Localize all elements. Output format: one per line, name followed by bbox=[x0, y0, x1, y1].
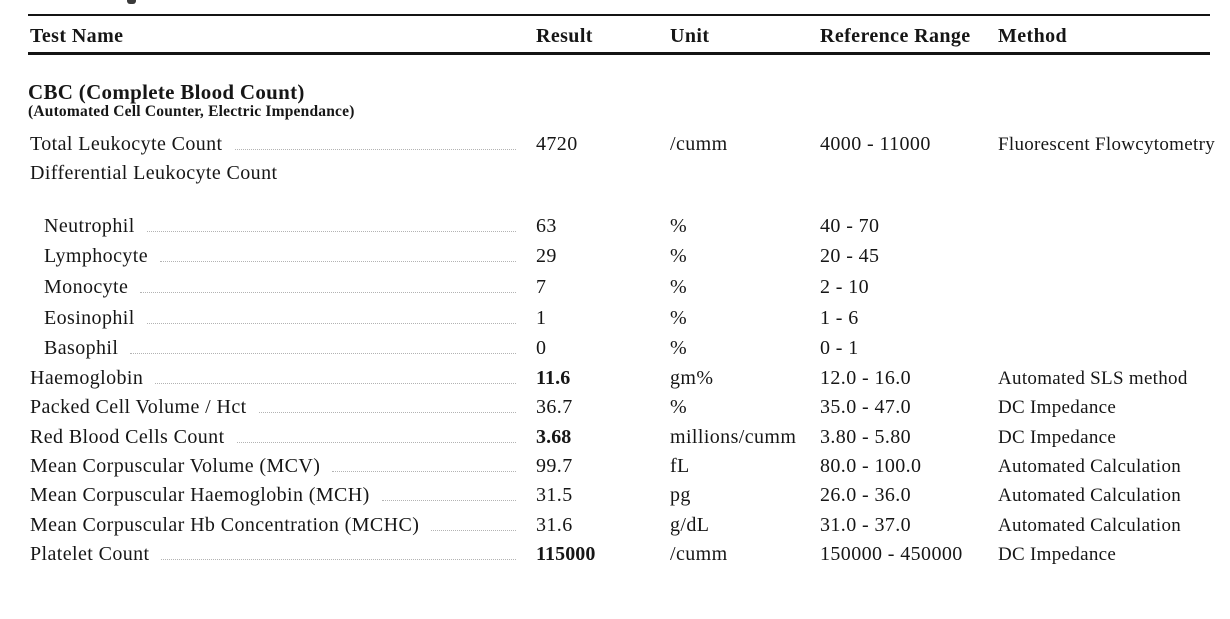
test-name-cell bbox=[30, 540, 536, 569]
dotted-leader bbox=[431, 530, 516, 531]
section-heading bbox=[28, 81, 355, 120]
dotted-leader bbox=[161, 559, 516, 560]
table-row bbox=[30, 211, 1222, 242]
test-name: Mean Corpuscular Haemoglobin (MCH) bbox=[30, 484, 370, 507]
reference-range-value: 150000 - 450000 bbox=[820, 543, 963, 566]
test-name: Red Blood Cells Count bbox=[30, 425, 225, 448]
test-name-cell bbox=[30, 393, 536, 422]
unit-value: g/dL bbox=[670, 513, 710, 536]
unit-value: % bbox=[670, 306, 688, 329]
reference-range-value: 1 - 6 bbox=[820, 306, 859, 329]
test-name-cell bbox=[30, 303, 536, 334]
test-name: Haemoglobin bbox=[30, 366, 144, 389]
unit-value: millions/cumm bbox=[670, 425, 797, 448]
reference-range-value: 80.0 - 100.0 bbox=[820, 454, 922, 477]
method-value: Fluorescent Flowcytometry bbox=[998, 134, 1215, 155]
reference-range-value: 0 - 1 bbox=[820, 337, 859, 360]
result-value: 63 bbox=[536, 214, 557, 237]
result-value: 3.68 bbox=[536, 425, 572, 448]
unit-value: % bbox=[670, 245, 688, 268]
result-value: 29 bbox=[536, 245, 557, 268]
unit-value: /cumm bbox=[670, 133, 728, 155]
unit-value: fL bbox=[670, 454, 690, 477]
test-name: Neutrophil bbox=[44, 214, 135, 237]
test-name-cell bbox=[30, 241, 536, 272]
test-name-cell bbox=[30, 130, 536, 159]
column-header-method: Method bbox=[998, 25, 1068, 47]
dotted-leader bbox=[140, 292, 516, 293]
section-title: CBC (Complete Blood Count) bbox=[28, 80, 305, 104]
reference-range-value: 3.80 - 5.80 bbox=[820, 425, 912, 448]
unit-value: % bbox=[670, 214, 688, 237]
header-top-rule bbox=[28, 14, 1210, 16]
column-header-test-name: Test Name bbox=[30, 25, 124, 47]
cropped-text-fragment bbox=[127, 0, 136, 4]
test-name-cell bbox=[30, 159, 536, 188]
result-value: 36.7 bbox=[536, 396, 573, 419]
dotted-leader bbox=[155, 383, 516, 384]
method-value: Automated Calculation bbox=[998, 485, 1182, 507]
test-name: Packed Cell Volume / Hct bbox=[30, 396, 247, 419]
result-value: 11.6 bbox=[536, 366, 571, 389]
reference-range-value: 35.0 - 47.0 bbox=[820, 396, 912, 419]
reference-range-value: 20 - 45 bbox=[820, 245, 880, 268]
reference-range-value: 31.0 - 37.0 bbox=[820, 513, 912, 536]
unit-value: % bbox=[670, 275, 688, 298]
reference-range-value: 4000 - 11000 bbox=[820, 133, 931, 155]
result-value: 31.6 bbox=[536, 513, 573, 536]
test-name: Lymphocyte bbox=[44, 245, 148, 268]
test-name-cell bbox=[30, 211, 536, 242]
dotted-leader bbox=[237, 442, 516, 443]
result-value: 1 bbox=[536, 306, 547, 329]
result-value: 4720 bbox=[536, 133, 578, 155]
column-header-reference-range: Reference Range bbox=[820, 25, 971, 47]
test-rows-container bbox=[30, 130, 1222, 569]
result-value: 0 bbox=[536, 337, 547, 360]
method-value: DC Impedance bbox=[998, 544, 1117, 566]
table-row bbox=[30, 364, 1222, 393]
test-name-cell bbox=[30, 511, 536, 540]
test-name-cell bbox=[30, 423, 536, 452]
test-name: Mean Corpuscular Hb Concentration (MCHC) bbox=[30, 513, 420, 536]
table-row bbox=[30, 241, 1222, 272]
table-row bbox=[30, 481, 1222, 510]
unit-value: /cumm bbox=[670, 543, 728, 566]
method-value: DC Impedance bbox=[998, 426, 1117, 448]
test-name: Eosinophil bbox=[44, 306, 135, 329]
method-value: DC Impedance bbox=[998, 397, 1117, 419]
unit-value: pg bbox=[670, 484, 691, 507]
reference-range-value: 40 - 70 bbox=[820, 214, 880, 237]
test-name: Total Leukocyte Count bbox=[30, 133, 223, 155]
method-value: Automated Calculation bbox=[998, 514, 1182, 536]
table-row bbox=[30, 511, 1222, 540]
header-bottom-rule bbox=[28, 52, 1210, 55]
result-value: 99.7 bbox=[536, 454, 573, 477]
reference-range-value: 2 - 10 bbox=[820, 275, 870, 298]
table-header-row bbox=[30, 20, 1222, 52]
dotted-leader bbox=[235, 149, 516, 150]
result-value: 7 bbox=[536, 275, 547, 298]
table-row bbox=[30, 272, 1222, 303]
column-header-unit: Unit bbox=[670, 25, 710, 47]
test-name: Differential Leukocyte Count bbox=[30, 162, 278, 185]
test-name: Basophil bbox=[44, 337, 119, 360]
test-name-cell bbox=[30, 452, 536, 481]
test-name: Mean Corpuscular Volume (MCV) bbox=[30, 454, 321, 477]
test-name-cell bbox=[30, 272, 536, 303]
table-row bbox=[30, 393, 1222, 422]
method-value: Automated Calculation bbox=[998, 455, 1182, 477]
dotted-leader bbox=[130, 353, 516, 354]
result-value: 31.5 bbox=[536, 484, 573, 507]
unit-value: gm% bbox=[670, 366, 714, 389]
unit-value: % bbox=[670, 396, 688, 419]
dotted-leader bbox=[259, 412, 516, 413]
dotted-leader bbox=[147, 231, 516, 232]
dotted-leader bbox=[147, 323, 516, 324]
table-row bbox=[30, 540, 1222, 569]
test-name-cell bbox=[30, 481, 536, 510]
method-value: Automated SLS method bbox=[998, 367, 1188, 389]
unit-value: % bbox=[670, 337, 688, 360]
table-row bbox=[30, 159, 1222, 188]
dotted-leader bbox=[332, 471, 516, 472]
test-name-cell bbox=[30, 364, 536, 393]
reference-range-value: 12.0 - 16.0 bbox=[820, 366, 912, 389]
result-value: 115000 bbox=[536, 543, 596, 566]
test-name: Monocyte bbox=[44, 275, 129, 298]
table-row bbox=[30, 303, 1222, 334]
test-name: Platelet Count bbox=[30, 543, 150, 566]
dotted-leader bbox=[160, 261, 516, 262]
dotted-leader bbox=[382, 500, 516, 501]
table-row bbox=[30, 333, 1222, 364]
section-subtitle: (Automated Cell Counter, Electric Impendance) bbox=[28, 102, 355, 120]
table-row bbox=[30, 130, 1222, 159]
test-name-cell bbox=[30, 333, 536, 364]
table-row bbox=[30, 452, 1222, 481]
table-row bbox=[30, 423, 1222, 452]
column-header-result: Result bbox=[536, 25, 593, 47]
reference-range-value: 26.0 - 36.0 bbox=[820, 484, 912, 507]
